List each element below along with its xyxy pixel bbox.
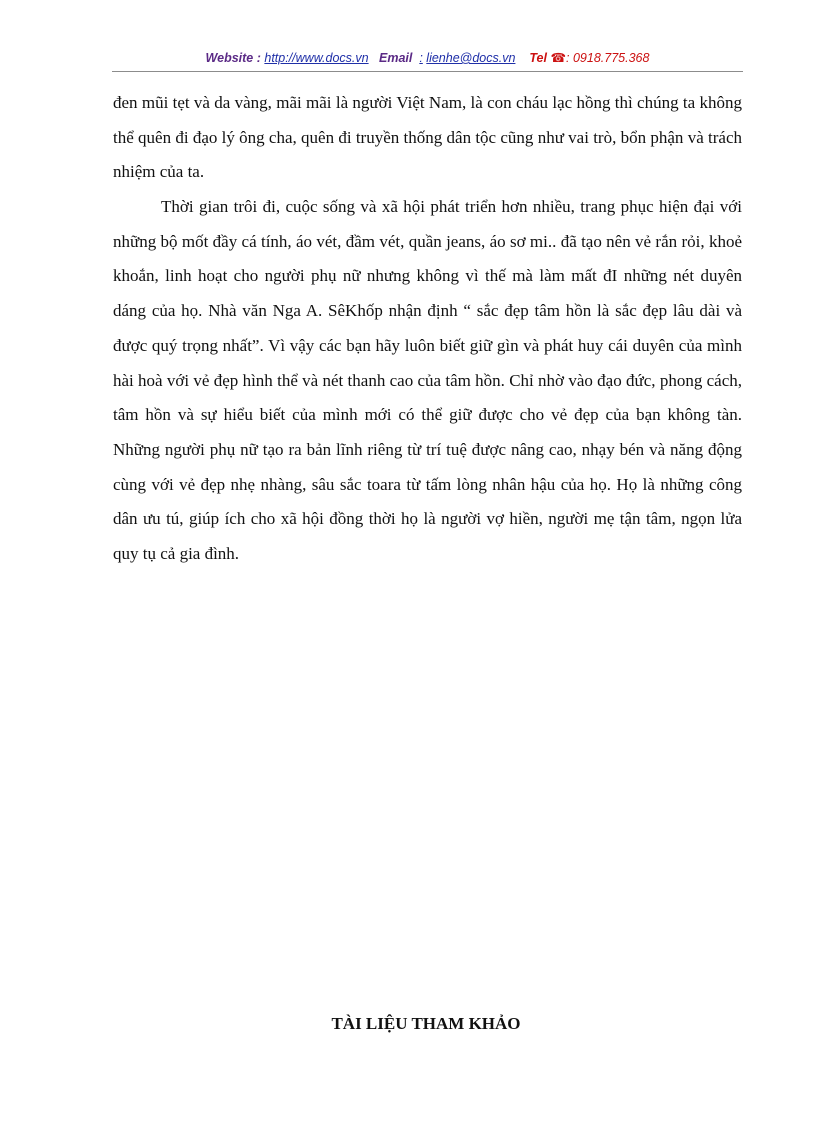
email-label: Email <box>379 51 413 65</box>
header-divider <box>112 71 743 72</box>
tel-label: Tel <box>529 51 547 65</box>
page-header <box>112 50 743 70</box>
email-separator: : <box>419 51 423 65</box>
tel-number: : 0918.775.368 <box>566 51 650 65</box>
email-link[interactable]: lienhe@docs.vn <box>426 51 516 65</box>
phone-icon: ☎ <box>550 51 567 65</box>
body-paragraph-2: Thời gian trôi đi, cuộc sống và xã hội phát triển hơn nhiều, trang phục hiện đại với những bộ mốt đầy cá tính, áo vét, đầm vét, quần jeans, áo sơ mi.. đã tạo nên vẻ rắn rỏi, khoẻ khoắn, linh hoạt cho người phụ nữ nhưng không vì thế mà làm mất đI những nét duyên dáng của họ. Nhà văn Nga A. SêKhốp nhận định “ sắc đẹp tâm hồn là sắc đẹp lâu dài và được quý trọng nhất”. Vì vậy các bạn hãy luôn biết giữ gìn và phát huy cái duyên của mình hài hoà với vẻ đẹp hình thể và nét thanh cao của tâm hồn. Chỉ nhờ vào đạo đức, phong cách, tâm hồn và sự hiểu biết của mình mới có thể giữ được cho vẻ đẹp của bạn không tàn. Những người phụ nữ tạo ra bản lĩnh riêng từ trí tuệ được nâng cao, nhạy bén và năng động cùng với vẻ đẹp nhẹ nhàng, sâu sắc toara từ tấm lòng nhân hậu của họ. Họ là những công dân ưu tú, giúp ích cho xã hội đồng thời họ là người vợ hiền, người mẹ tận tâm, ngọn lửa quy tụ cả gia đình. <box>113 197 742 564</box>
website-label: Website : <box>205 51 261 65</box>
section-heading-references: TÀI LIỆU THAM KHẢO <box>331 1014 521 1033</box>
website-link[interactable]: http://www.docs.vn <box>264 51 369 65</box>
body-paragraph-1: đen mũi tẹt và da vàng, mãi mãi là người Việt Nam, là con cháu lạc hồng thì chúng ta không thể quên đi đạo lý ông cha, quên đi truyền thống dân tộc cũng như vai trò, bổn phận và trách nhiệm của ta. <box>113 93 742 182</box>
